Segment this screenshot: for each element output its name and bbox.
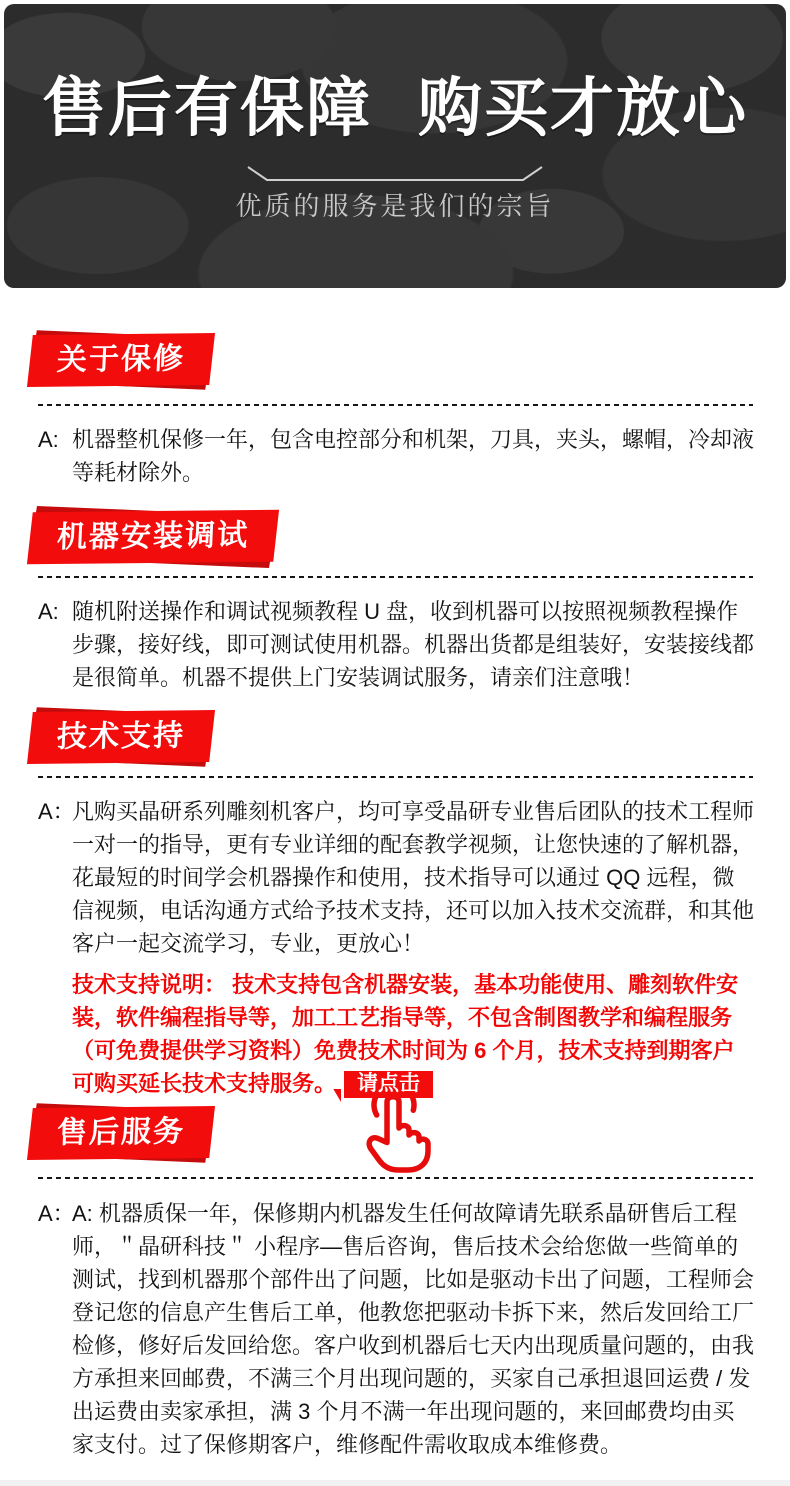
badge-label: 关于保修 bbox=[56, 342, 186, 377]
answer-prefix: A: bbox=[38, 599, 59, 624]
badge-label: 机器安装调试 bbox=[56, 519, 250, 554]
answer-prefix: A: bbox=[38, 427, 59, 452]
section-badge-tech-support bbox=[30, 711, 212, 763]
warranty-answer bbox=[38, 423, 756, 489]
bottom-divider bbox=[0, 1480, 790, 1486]
answer-text: A: 机器质保一年，保修期内机器发生任何故障请先联系晶研售后工程师，＂晶研科技＂ 小程序—售后咨询，售后技术会给您做一些简单的测试，找到机器那个部件出了问题，比如是驱动卡出了问题，工程师会登记您的信息产生售后工单，他教您把驱动卡拆下来，然后发回给工厂检修，修好后发回给您。客户收到机器后七天内出现质量问题的，由我方承担来回邮费，不满三个月出现问题的，买家自己承担退回运费 / 发出运费由卖家承担，满 3 个月不满一年出现问题的，来回邮费均由买家支付。过了保修期客户，维修配件需收取成本维修费。 bbox=[72, 1201, 755, 1457]
after-sales-answer bbox=[38, 1197, 756, 1461]
hero-banner bbox=[4, 4, 786, 288]
badge-label: 售后服务 bbox=[56, 1115, 186, 1150]
answer-text: 机器整机保修一年，包含电控部分和机架，刀具，夹头，螺帽，冷却液等耗材除外。 bbox=[72, 427, 755, 485]
answer-text: 凡购买晶研系列雕刻机客户，均可享受晶研专业售后团队的技术工程师一对一的指导，更有专业详细的配套教学视频，让您快速的了解机器，花最短的时间学会机器操作和使用，技术指导可以通过 QQ 远程，微信视频，电话沟通方式给予技术支持，还可以加入技术交流群，和其他客户一起交流学习，专业，更放心！ bbox=[72, 799, 755, 956]
tech-support-note-text: 技术支持说明： 技术支持包含机器安装，基本功能使用、雕刻软件安装，软件编程指导等，加工工艺指导等，不包含制图教学和编程服务（可免费提供学习资料）免费技术时间为 6 个月，技术支持到期客户可购买延长技术支持服务。 bbox=[72, 972, 739, 1096]
hero-title-right: 购买才放心 bbox=[418, 72, 748, 144]
section-badge-warranty bbox=[30, 334, 212, 386]
installation-answer bbox=[38, 595, 756, 694]
answer-prefix: A： bbox=[38, 1201, 75, 1226]
please-click-button[interactable] bbox=[344, 1071, 433, 1098]
dashed-divider bbox=[38, 1177, 753, 1179]
hero-subtitle: 优质的服务是我们的宗旨 bbox=[235, 191, 555, 221]
section-header-row bbox=[30, 334, 790, 386]
tech-support-note bbox=[72, 968, 754, 1100]
section-header-row bbox=[30, 711, 790, 763]
dashed-divider bbox=[38, 404, 753, 406]
section-badge-installation bbox=[30, 511, 276, 563]
tech-support-answer bbox=[38, 795, 756, 960]
please-click-label: 请点击 bbox=[357, 1072, 421, 1095]
answer-text: 随机附送操作和调试视频教程 U 盘，收到机器可以按照视频教程操作步骤，接好线，即可测试使用机器。机器出货都是组装好，安装接线都是很简单。机器不提供上门安装调试服务，请亲们注意哦！ bbox=[72, 599, 755, 690]
bracket-line bbox=[245, 164, 545, 184]
section-badge-after-sales bbox=[30, 1107, 212, 1159]
section-header-row bbox=[30, 511, 790, 563]
dashed-divider bbox=[38, 776, 753, 778]
answer-prefix: A： bbox=[38, 799, 75, 824]
hero-title-left: 售后有保障 bbox=[42, 72, 372, 144]
dashed-divider bbox=[38, 576, 753, 578]
hero-title bbox=[4, 72, 786, 144]
badge-label: 技术支持 bbox=[56, 719, 186, 754]
